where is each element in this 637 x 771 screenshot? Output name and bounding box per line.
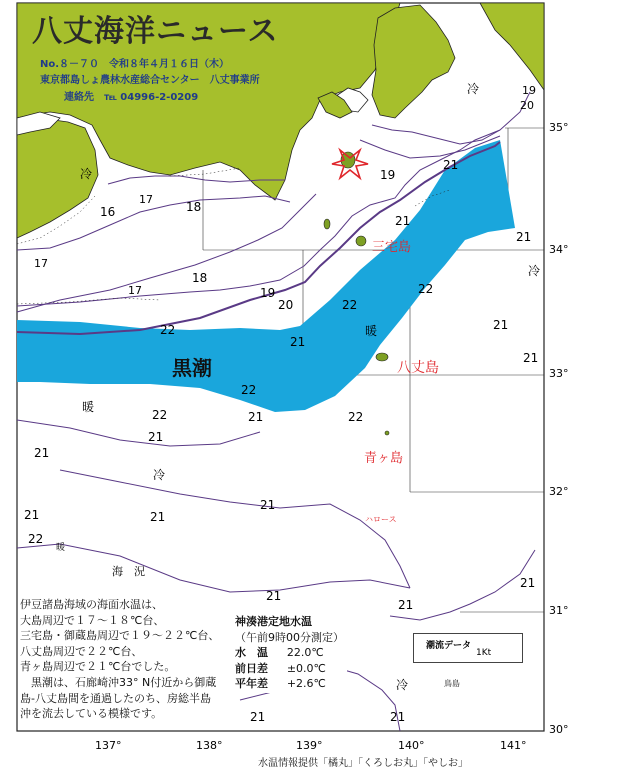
warm-label: 暖 bbox=[56, 543, 66, 553]
current-data-label: 潮流データ bbox=[426, 641, 472, 651]
summary-line: 大島周辺で１７～１８℃台、 bbox=[20, 613, 165, 627]
warm-label: 暖 bbox=[365, 324, 378, 338]
port-row-value: 22.0℃ bbox=[286, 646, 324, 659]
isotherm-label: 18 bbox=[186, 200, 202, 214]
isotherm-label: 22 bbox=[342, 298, 358, 312]
region-label: 海 況 bbox=[112, 565, 145, 578]
contact-line: 連絡先 ℡ 04996-2-0209 bbox=[64, 92, 199, 103]
port-row bbox=[235, 661, 344, 677]
isotherm-label: 21 bbox=[520, 576, 536, 590]
island-label-aogashima: 青ヶ島 bbox=[364, 451, 404, 466]
summary-text bbox=[18, 597, 221, 722]
longitude-label: 140° bbox=[398, 739, 425, 752]
cold-label: 冷 bbox=[153, 468, 166, 482]
isotherm-label: 21 bbox=[148, 430, 164, 444]
isotherm-label: 21 bbox=[34, 446, 50, 460]
warm-label: 暖 bbox=[82, 400, 95, 414]
longitude-label: 137° bbox=[95, 739, 122, 752]
summary-line: 島-八丈島間を通過したのち、房総半島 bbox=[20, 691, 211, 705]
data-credit: 水温情報提供「橘丸」「くろしお丸」「やしお」 bbox=[258, 758, 468, 769]
isotherm-label: 21 bbox=[443, 158, 459, 172]
issue-line: No.８－７０ 令和８年４月１６日（木） bbox=[40, 59, 230, 70]
isotherm-label: 19 bbox=[260, 286, 276, 300]
summary-line: 八丈島周辺で２２℃台、 bbox=[20, 644, 143, 658]
summary-line: 三宅島・御蔵島周辺で１９～２２℃台、 bbox=[20, 629, 220, 643]
island-label-hachijo: 八丈島 bbox=[397, 360, 439, 376]
island-label-torishima: 鳥島 bbox=[444, 679, 460, 688]
latitude-label: 30° bbox=[549, 723, 569, 736]
isotherm-label: 16 bbox=[100, 205, 116, 219]
latitude-label: 35° bbox=[549, 121, 569, 134]
cold-label: 冷 bbox=[528, 264, 541, 278]
summary-line: 伊豆諸島海域の海面水温は、 bbox=[20, 598, 163, 611]
port-row-label: 前日差 bbox=[235, 661, 268, 675]
cold-label: 冷 bbox=[396, 678, 409, 692]
isotherm-label: 18 bbox=[192, 271, 208, 285]
isotherm-label: 21 bbox=[24, 508, 40, 522]
isotherm-label: 21 bbox=[395, 214, 411, 228]
isotherm-label: 20 bbox=[520, 99, 534, 112]
isotherm-label: 20 bbox=[278, 298, 294, 312]
isotherm-label: 19 bbox=[522, 84, 536, 97]
longitude-label: 138° bbox=[196, 739, 223, 752]
latitude-label: 34° bbox=[549, 243, 569, 256]
isotherm-label: 17 bbox=[128, 284, 142, 297]
isotherm-label: 19 bbox=[380, 168, 396, 182]
current-data-scale: 1Kt bbox=[476, 648, 492, 658]
port-row bbox=[235, 645, 344, 661]
summary-line: 沖を流去している模様です。 bbox=[20, 707, 163, 721]
island-label-miyake: 三宅島 bbox=[372, 240, 412, 255]
longitude-label: 141° bbox=[500, 739, 527, 752]
port-row-label: 平年差 bbox=[235, 677, 268, 690]
isotherm-label: 21 bbox=[248, 410, 264, 424]
isotherm-label: 21 bbox=[493, 318, 509, 332]
island-label-hallows: ハロース bbox=[365, 515, 397, 524]
isotherm-label: 21 bbox=[523, 351, 539, 365]
port-row bbox=[235, 676, 344, 692]
cold-label: 冷 bbox=[467, 82, 480, 96]
isotherm-label: 21 bbox=[398, 598, 414, 612]
isotherm-label: 21 bbox=[390, 710, 406, 724]
longitude-label: 139° bbox=[296, 739, 323, 752]
isotherm-label: 21 bbox=[150, 510, 166, 524]
summary-line: 黒潮は、石廊崎沖33° N付近から御蔵 bbox=[20, 675, 217, 689]
summary-line: 青ヶ島周辺で２１℃台でした。 bbox=[20, 660, 176, 674]
isotherm-label: 22 bbox=[241, 383, 257, 397]
isotherm-label: 21 bbox=[516, 230, 532, 244]
isotherm-label: 21 bbox=[250, 710, 266, 724]
port-row-value: +2.6℃ bbox=[286, 677, 326, 690]
isotherm-label: 22 bbox=[348, 410, 364, 424]
isotherm-label: 22 bbox=[160, 323, 176, 337]
latitude-label: 31° bbox=[549, 604, 569, 617]
isotherm-label: 22 bbox=[152, 408, 168, 422]
latitude-label: 32° bbox=[549, 485, 569, 498]
cold-label: 冷 bbox=[80, 167, 93, 181]
isotherm-label: 22 bbox=[418, 282, 434, 296]
latitude-label: 33° bbox=[549, 367, 569, 380]
port-row-label: 水 温 bbox=[235, 646, 268, 659]
newsletter-title: 八丈海洋ニュース bbox=[32, 14, 279, 49]
current-data-legend bbox=[413, 633, 523, 663]
port-title: 神湊港定地水温 bbox=[235, 615, 312, 628]
isotherm-label: 21 bbox=[290, 335, 306, 349]
port-subtitle: （午前9時00分測定） bbox=[235, 630, 344, 644]
port-row-value: ±0.0℃ bbox=[286, 661, 326, 675]
port-temperature-box bbox=[232, 613, 347, 693]
isotherm-label: 21 bbox=[260, 498, 276, 512]
isotherm-label: 22 bbox=[28, 532, 44, 546]
isotherm-label: 17 bbox=[139, 193, 153, 206]
isotherm-label: 17 bbox=[34, 257, 48, 270]
isotherm-label: 21 bbox=[266, 589, 282, 603]
kuroshio-label: 黒潮 bbox=[172, 356, 212, 380]
publisher-line: 東京都島しょ農林水産総合センター 八丈事業所 bbox=[40, 75, 260, 86]
